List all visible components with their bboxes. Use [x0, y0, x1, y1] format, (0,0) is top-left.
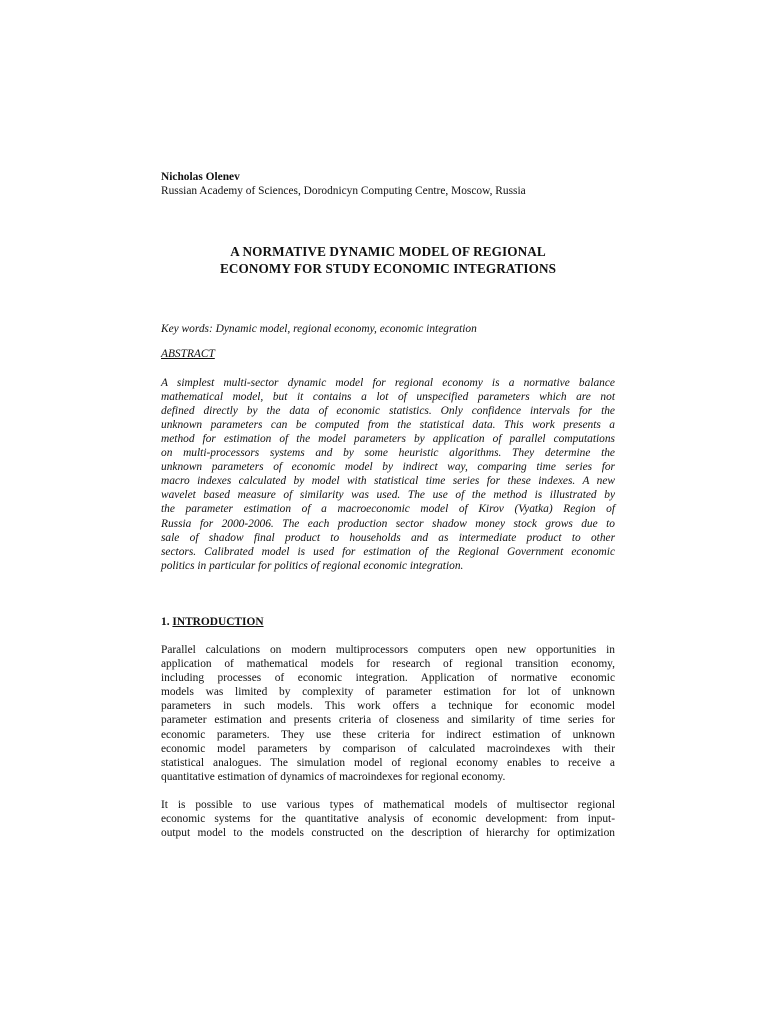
abstract-line: wavelet based measure of similarity was used. The use of the method is illustrated by [161, 489, 615, 502]
paragraph-line: economic systems for the quantitative analysis of economic development: from input- [161, 813, 615, 825]
section-heading-introduction [161, 615, 615, 629]
paragraph-line: statistical analogues. The simulation model of regional economy enables to receive a [161, 756, 615, 769]
abstract-line: method for estimation of the model parameters by application of parallel computations [161, 432, 615, 445]
section-number: 1. [161, 615, 170, 628]
section-label: INTRODUCTION [172, 615, 264, 628]
paragraph-line: parameters in such models. This work offers a technique for economic model [161, 700, 615, 713]
paragraph-line: output model to the models constructed on the description of hierarchy for optimization [161, 827, 615, 840]
paragraph-line: parameter estimation and presents criteria of closeness and similarity of time series for [161, 714, 615, 727]
author-affiliation: Russian Academy of Sciences, Dorodnicyn Computing Centre, Moscow, Russia [161, 185, 526, 198]
introduction-paragraph-1 [161, 643, 615, 784]
paragraph-line: It is possible to use various types of mathematical models of multisector regional [161, 798, 615, 811]
abstract-line: the parameter estimation of a macroeconomic model of Kirov (Vyatka) Region of [161, 503, 615, 516]
abstract-line: sale of shadow final product to households and as intermediate product to other [161, 531, 615, 544]
abstract-line: unknown parameters of economic model by indirect way, comparing time series for [161, 461, 615, 474]
paper-title-line-2: ECONOMY FOR STUDY ECONOMIC INTEGRATIONS [219, 260, 557, 276]
abstract-line: unknown parameters can be computed from the statistical data. This work presents a [161, 418, 615, 431]
abstract-line: sectors. Calibrated model is used for estimation of the Regional Government economic [161, 545, 615, 558]
abstract-line: on multi-processors systems and by some heuristic algorithms. They determine the [161, 447, 615, 460]
abstract-line: politics in particular for politics of regional economic integration. [161, 559, 464, 572]
paragraph-line: Parallel calculations on modern multiprocessors computers open new opportunities in [161, 643, 615, 656]
abstract-line: mathematical model, but it contains a lot of unspecified parameters which are not [161, 390, 615, 403]
keywords: Key words: Dynamic model, regional economy, economic integration [161, 323, 477, 336]
paragraph-line: quantitative estimation of dynamics of macroindexes for regional economy. [161, 770, 506, 783]
abstract-line: Russia for 2000-2006. The each production sector shadow money stock grows due to [161, 517, 615, 530]
paragraph-line: economic model parameters by comparison of calculated macroindexes with their [161, 742, 615, 755]
abstract-line: A simplest multi-sector dynamic model for regional economy is a normative balance [161, 376, 615, 389]
paper-title-line-1: A NORMATIVE DYNAMIC MODEL OF REGIONAL [230, 244, 546, 260]
introduction-paragraph-2 [161, 798, 615, 840]
paper-page [161, 170, 615, 840]
abstract-line: defined directly by the data of economic statistics. Only confidence intervals for the [161, 404, 615, 417]
paragraph-line: including processes of economic integration. Application of normative economic [161, 672, 615, 685]
abstract-body [161, 376, 615, 573]
author-name: Nicholas Olenev [161, 171, 240, 183]
paragraph-line: economic parameters. They use these criteria for indirect estimation of unknown [161, 728, 615, 741]
paper-title [161, 244, 615, 277]
paragraph-line: models was limited by complexity of parameter estimation for lot of unknown [161, 686, 615, 699]
abstract-line: macro indexes calculated by model with statistical time series for these indexes. A new [161, 475, 615, 488]
abstract-heading: ABSTRACT [161, 348, 215, 361]
paragraph-line: application of mathematical models for research of regional transition economy, [161, 658, 615, 671]
